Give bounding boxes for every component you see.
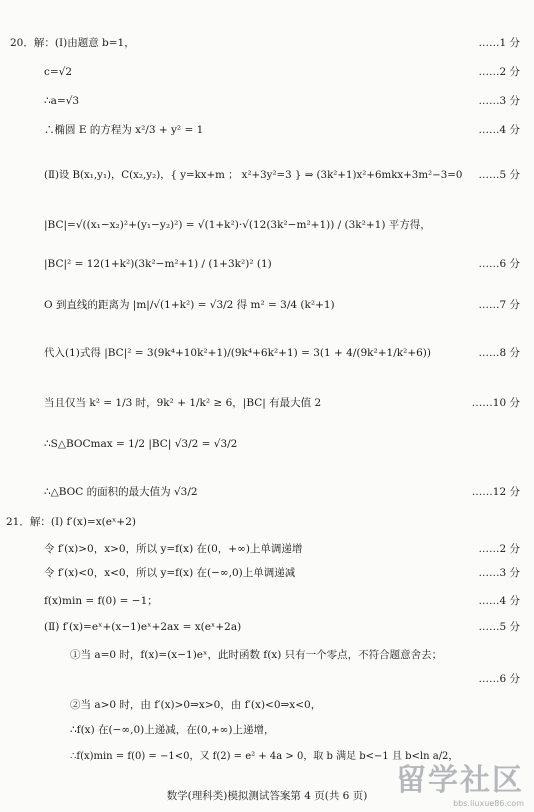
answer-line: 令 f′(x)>0，x>0，所以 y=f(x) 在(0，+∞)上单调递增 (44, 543, 303, 555)
score-points: ……2 分 (478, 66, 520, 78)
answer-line: ∴△BOC 的面积的最大值为 √3/2 (44, 486, 198, 498)
score-points: ……5 分 (478, 169, 520, 181)
watermark (396, 755, 524, 808)
answer-line: c=√2 (44, 66, 73, 78)
score-points: ……4 分 (478, 595, 520, 607)
answer-line: ∴S△BOCmax = 1/2 |BC| √3/2 = √3/2 (44, 438, 238, 450)
answer-line: ∴f(x) 在(−∞,0)上递减，在(0,+∞)上递增， (70, 724, 275, 736)
score-points: ……7 分 (478, 299, 520, 311)
answer-line: ∴a=√3 (44, 95, 80, 107)
score-points: ……4 分 (478, 124, 520, 136)
answer-line: f(x)min = f(0) = −1； (44, 595, 158, 607)
score-points: ……5 分 (478, 621, 520, 633)
score-points: ……1 分 (478, 37, 520, 49)
answer-line: 令 f′(x)<0，x<0，所以 y=f(x) 在(−∞,0)上单调递减 (44, 567, 296, 579)
score-points: ……3 分 (478, 567, 520, 579)
watermark-title: 留学社区 (396, 763, 524, 798)
answer-line: 代入(1)式得 |BC|² = 3(9k⁴+10k²+1)/(9k⁴+6k²+1) = 3(1 + 4/(9k²+1/k²+6)) (44, 347, 431, 359)
score-points: ……3 分 (478, 95, 520, 107)
score-points: ……8 分 (478, 347, 520, 359)
answer-line: ∴f(x)min = f(0) = −1<0，又 f(2) = e² + 4a > 0，取 b 满足 b<−1 且 b<ln a/2， (70, 751, 459, 762)
answer-line: ②当 a>0 时，由 f′(x)>0⇒x>0，由 f′(x)<0⇒x<0， (70, 699, 322, 711)
watermark-url: bbs.liuxue86.com (453, 799, 524, 808)
answer-line: 21．解：(Ⅰ) f′(x)=x(eˣ+2) (6, 516, 136, 528)
score-points: ……6 分 (478, 673, 520, 685)
answer-line: O 到直线的距离为 |m|/√(1+k²) = √3/2 得 m² = 3/4 (k²+1) (44, 299, 335, 311)
answer-line: 20．解：(Ⅰ)由题意 b=1， (10, 37, 135, 49)
score-points: ……10 分 (471, 397, 520, 409)
answer-line: ①当 a=0 时，f(x)=(x−1)eˣ，此时函数 f(x) 只有一个零点，不符合题意舍去； (70, 649, 443, 661)
answer-line: (Ⅱ) f′(x)=eˣ+(x−1)eˣ+2ax = x(eˣ+2a) (44, 621, 242, 633)
answer-line: ∴椭圆 E 的方程为 x²/3 + y² = 1 (44, 124, 204, 136)
answer-line: |BC|² = 12(1+k²)(3k²−m²+1) / (1+3k²)² (1) (44, 258, 272, 270)
answer-line: (Ⅱ)设 B(x₁,y₁)，C(x₂,y₂)，{ y=kx+m ； x²+3y²=3 } ⇒ (3k²+1)x²+6mkx+3m²−3=0 (44, 169, 463, 181)
answer-line: 当且仅当 k² = 1/3 时，9k² + 1/k² ≥ 6，|BC| 有最大值 2 (44, 397, 322, 409)
page-footer: 数学(理科类)模拟测试答案第 4 页(共 6 页) (166, 790, 368, 802)
score-points: ……6 分 (478, 258, 520, 270)
answer-line: |BC|=√((x₁−x₂)²+(y₁−y₂)²) = √(1+k²)·√(12(3k²−m²+1)) / (3k²+1) 平方得， (44, 219, 431, 231)
score-points: ……12 分 (471, 486, 520, 498)
score-points: ……2 分 (478, 543, 520, 555)
